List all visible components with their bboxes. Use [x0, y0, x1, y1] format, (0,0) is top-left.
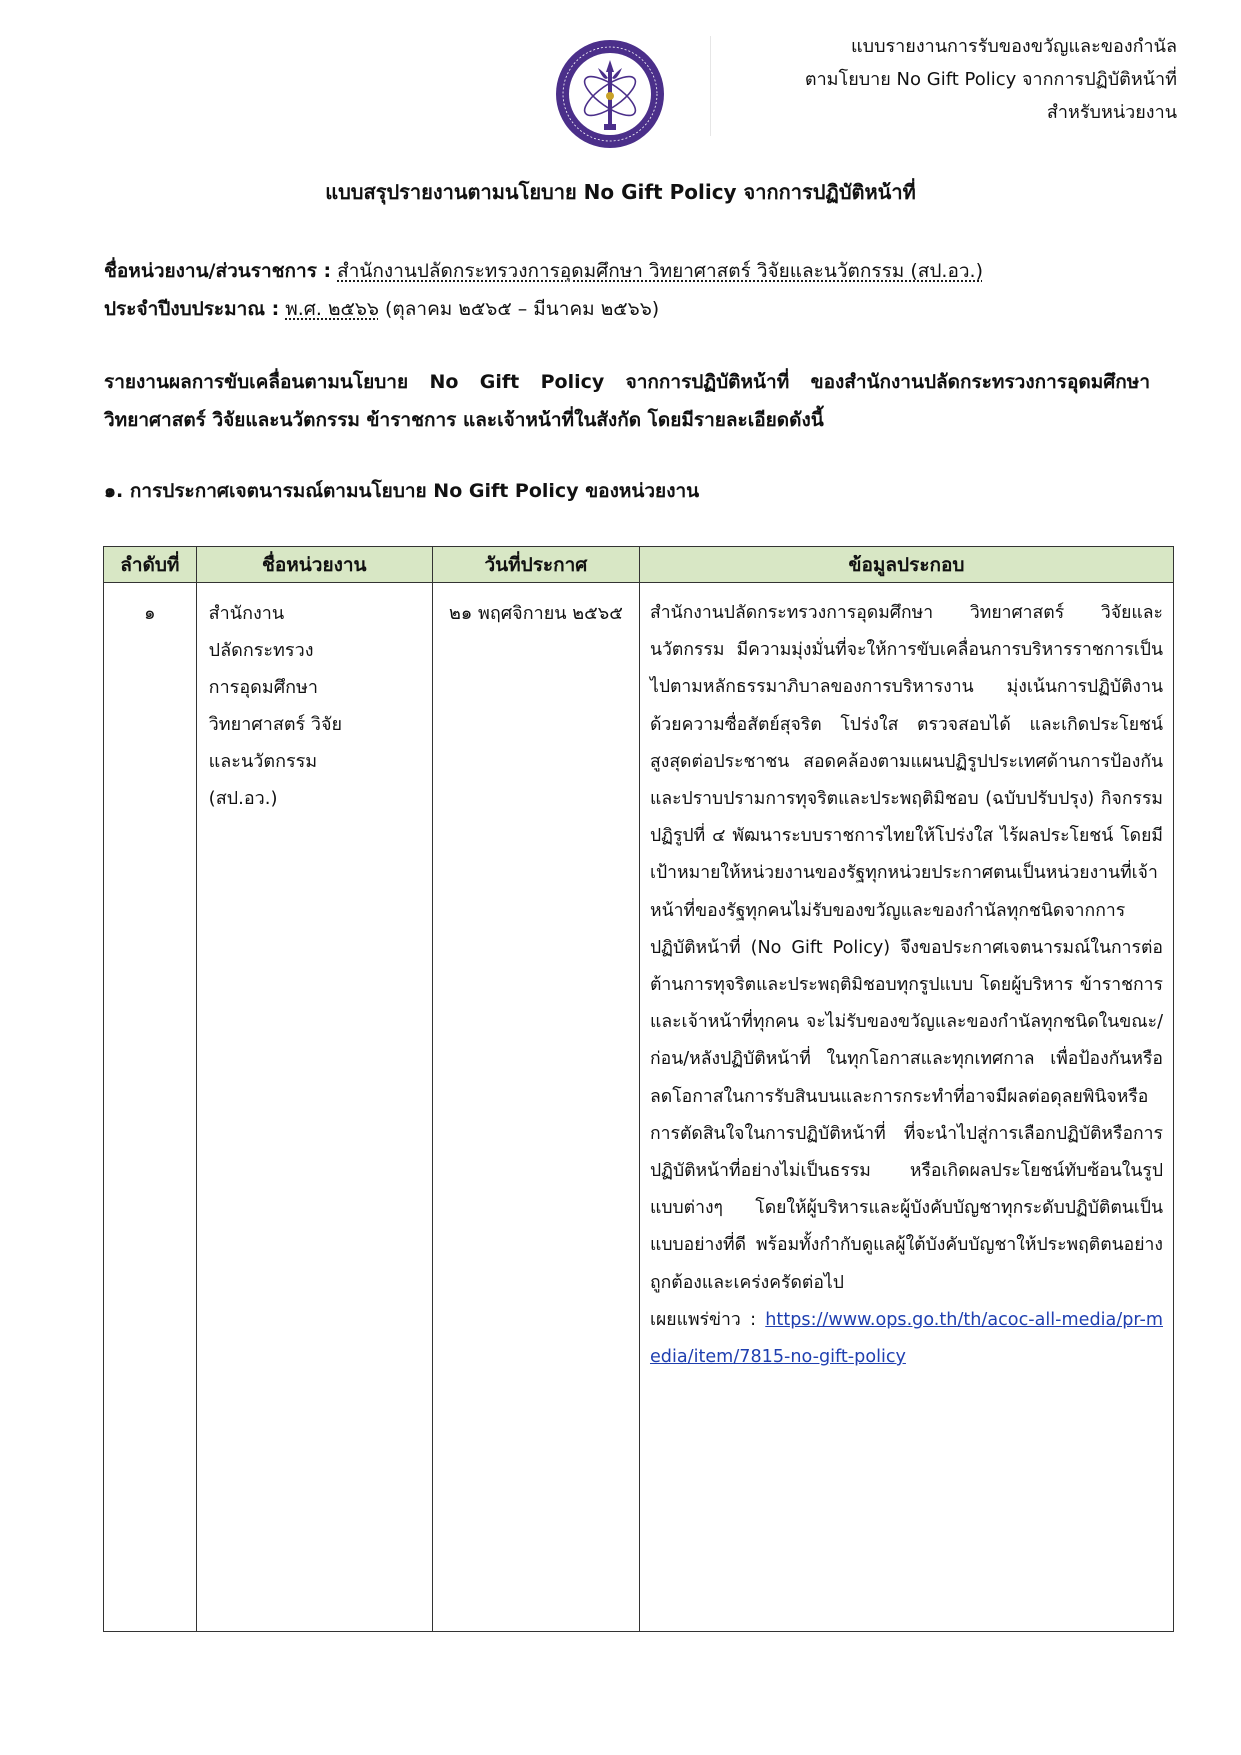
fiscal-year-range: (ตุลาคม ๒๕๖๕ – มีนาคม ๒๕๖๖) [385, 298, 660, 320]
agency-line-4: วิทยาศาสตร์ วิจัย [208, 714, 343, 735]
form-caption [805, 30, 1177, 129]
detail-text: สำนักงานปลัดกระทรวงการอุดมศึกษา วิทยาศาสตร์ วิจัยและนวัตกรรม มีความมุ่งมั่นที่จะให้การขับเคลื่อนการบริหารราชการเป็นไปตามหลักธรรมาภิบาลของการบริหารงาน มุ่งเน้นการปฏิบัติงานด้วยความซื่อสัตย์สุจริต โปร่งใส ตรวจสอบได้ และเกิดประโยชน์สูงสุดต่อประชาชน สอดคล้องตามแผนปฏิรูปประเทศด้านการป้องกันและปราบปรามการทุจริตและประพฤติมิชอบ (ฉบับปรับปรุง) กิจกรรมปฏิรูปที่ ๔ พัฒนาระบบราชการไทยให้โปร่งใส ไร้ผลประโยชน์ โดยมีเป้าหมายให้หน่วยงานของรัฐทุกหน่วยประกาศตนเป็นหน่วยงานที่เจ้าหน้าที่ของรัฐทุกคนไม่รับของขวัญและของกำนัลทุกชนิดจากการปฏิบัติหน้าที่ (No Gift Policy) จึงขอประกาศเจตนารมณ์ในการต่อต้านการทุจริตและประพฤติมิชอบทุกรูปแบบ โดยผู้บริหาร ข้าราชการและเจ้าหน้าที่ทุกคน จะไม่รับของขวัญและของกำนัลทุกชนิดในขณะ/ก่อน/หลังปฏิบัติหน้าที่ ในทุกโอกาสและทุกเทศกาล เพื่อป้องกันหรือลดโอกาสในการรับสินบนและการกระทำที่อาจมีผลต่อดุลยพินิจหรือการตัดสินใจในการปฏิบัติหน้าที่ ที่จะนำไปสู่การเลือกปฏิบัติหรือการปฏิบัติหน้าที่อย่างไม่เป็นธรรม หรือเกิดผลประโยชน์ทับซ้อนในรูปแบบต่างๆ โดยให้ผู้บริหารและผู้บังคับบัญชาทุกระดับปฏิบัติตนเป็นแบบอย่างที่ดี พร้อมทั้งกำกับดูแลผู้ใต้บังคับบัญชาให้ประพฤติตนอย่างถูกต้องและเคร่งครัดต่อไป [649, 603, 1163, 1293]
header-detail: ข้อมูลประกอบ [639, 547, 1173, 583]
table-row [104, 583, 1174, 1632]
news-link[interactable]: https://www.ops.go.th/th/acoc-all-media/pr-media/item/7815-no-gift-policy [649, 1309, 1163, 1368]
agency-line-1: สำนักงาน [208, 603, 285, 624]
document-title: แบบสรุปรายงานตามนโยบาย No Gift Policy จากการปฏิบัติหน้าที่ [325, 180, 916, 204]
fiscal-year-label: ประจำปีงบประมาณ : [104, 298, 280, 320]
header-divider [710, 36, 711, 136]
row-detail [639, 583, 1173, 1632]
agency-line-6: (สป.อว.) [208, 788, 278, 809]
fiscal-year-line [104, 290, 983, 328]
header-date: วันที่ประกาศ [432, 547, 639, 583]
row-no: ๑ [104, 583, 197, 1632]
header-no: ลำดับที่ [104, 547, 197, 583]
table-header-row [104, 547, 1174, 583]
agency-line-2: ปลัดกระทรวง [208, 640, 314, 661]
form-caption-line1: แบบรายงานการรับของขวัญและของกำนัล [851, 36, 1177, 57]
form-caption-line3: สำหรับหน่วยงาน [1046, 102, 1177, 123]
row-agency [196, 583, 432, 1632]
news-label: เผยแพร่ข่าว : [649, 1309, 756, 1330]
news-line [650, 1302, 1163, 1376]
agency-line-3: การอุดมศึกษา [208, 677, 319, 698]
report-meta [104, 252, 983, 328]
agency-line [104, 252, 983, 290]
intro-paragraph: รายงานผลการขับเคลื่อนตามนโยบาย No Gift Policy จากการปฏิบัติหน้าที่ ของสำนักงานปลัดกระทรวงการอุดมศึกษา วิทยาศาสตร์ วิจัยและนวัตกรรม ข้าราชการ และเจ้าหน้าที่ในสังกัด โดยมีรายละเอียดดังนี้ [104, 371, 1150, 431]
header-agency: ชื่อหน่วยงาน [196, 547, 432, 583]
announcement-table [103, 546, 1174, 1632]
form-caption-line2: ตามโยบาย No Gift Policy จากการปฏิบัติหน้าที่ [804, 69, 1177, 90]
agency-value: สำนักงานปลัดกระทรวงการอุดมศึกษา วิทยาศาสตร์ วิจัยและนวัตกรรม (สป.อว.) [337, 260, 983, 282]
agency-label: ชื่อหน่วยงาน/ส่วนราชการ : [104, 260, 332, 282]
section-1-heading: ๑. การประกาศเจตนารมณ์ตามนโยบาย No Gift Policy ของหน่วยงาน [104, 480, 700, 502]
row-date: ๒๑ พฤศจิกายน ๒๕๖๕ [432, 583, 639, 1632]
ministry-seal-icon [554, 38, 666, 150]
fiscal-year-value: พ.ศ. ๒๕๖๖ [285, 298, 379, 320]
agency-line-5: และนวัตกรรม [208, 751, 318, 772]
